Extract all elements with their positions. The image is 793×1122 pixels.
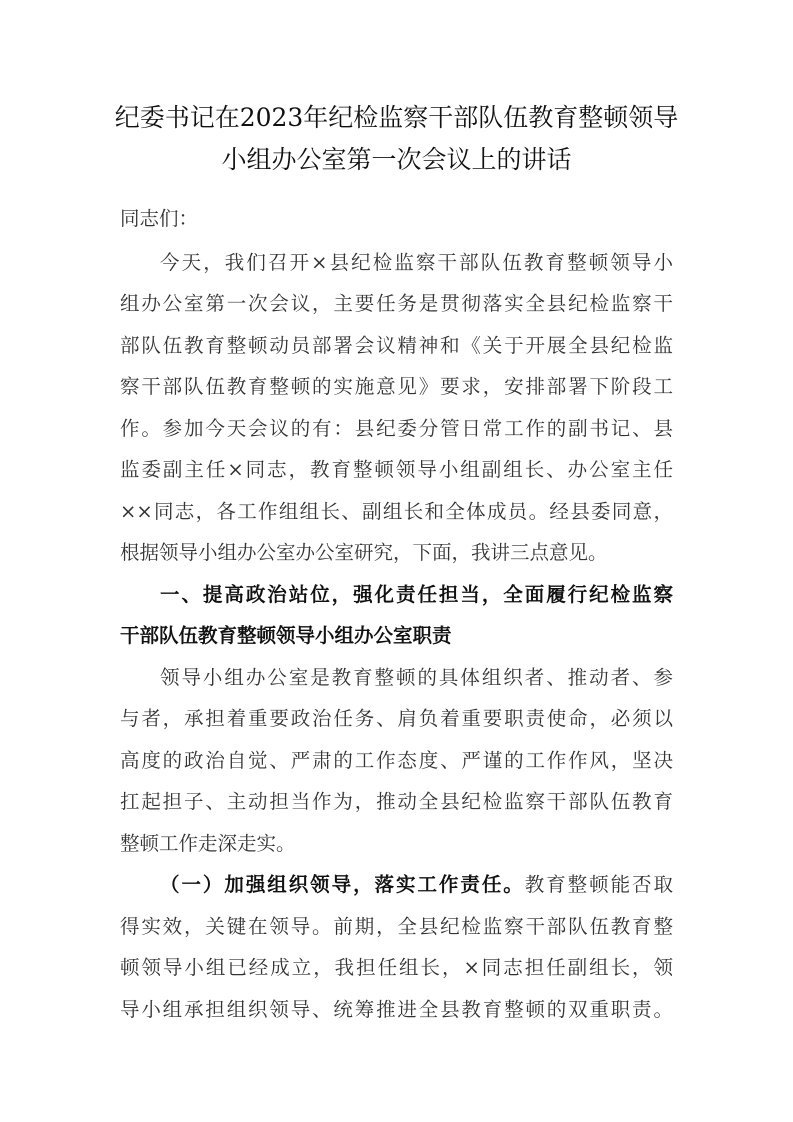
paragraph-line: 顿领导小组已经成立，我担任组长，×同志担任副组长，领: [120, 956, 673, 979]
paragraph-text: 教育整顿能否取: [524, 873, 673, 896]
paragraph-line: 扛起担子、主动担当作为，推动全县纪检监察干部队伍教育: [120, 790, 673, 813]
paragraph-line: 与者，承担着重要政治任务、肩负着重要职责使命，必须以: [120, 707, 673, 730]
document-title-line-2: 小组办公室第一次会议上的讲话: [221, 145, 572, 174]
paragraph-line: 高度的政治自觉、严肃的工作态度、严谨的工作作风，坚决: [120, 749, 673, 772]
paragraph-line: 整顿工作走深走实。: [120, 832, 296, 855]
salutation: 同志们：: [120, 207, 199, 230]
subsection-heading: （一）加强组织领导，落实工作责任。: [160, 873, 525, 896]
paragraph-line: 今天，我们召开×县纪检监察干部队伍教育整顿领导小: [160, 251, 673, 274]
section-heading: 干部队伍教育整顿领导小组办公室职责: [120, 624, 452, 647]
paragraph-line: 组办公室第一次会议，主要任务是贯彻落实全县纪检监察干: [120, 292, 673, 315]
subsection-paragraph-first-line: [160, 864, 673, 905]
paragraph-line: 察干部队伍教育整顿的实施意见》要求，安排部署下阶段工: [120, 375, 673, 398]
paragraph-line: 监委副主任×同志，教育整顿领导小组副组长、办公室主任: [120, 458, 673, 481]
paragraph-line: 得实效，关键在领导。前期，全县纪检监察干部队伍教育整: [120, 915, 673, 938]
paragraph-line: 部队伍教育整顿动员部署会议精神和《关于开展全县纪检监: [120, 334, 673, 357]
document-title-line-1: 纪委书记在2023年纪检监察干部队伍教育整顿领导: [114, 103, 679, 132]
paragraph-line: 导小组承担组织领导、统筹推进全县教育整顿的双重职责。: [120, 998, 673, 1021]
paragraph-line: ××同志，各工作组组长、副组长和全体成员。经县委同意，: [120, 500, 673, 523]
section-heading: 一、提高政治站位，强化责任担当，全面履行纪检监察: [160, 583, 673, 606]
paragraph-line: 领导小组办公室是教育整顿的具体组织者、推动者、参: [160, 666, 673, 689]
paragraph-line: 根据领导小组办公室办公室研究，下面，我讲三点意见。: [120, 541, 608, 564]
paragraph-line: 作。参加今天会议的有：县纪委分管日常工作的副书记、县: [120, 417, 673, 440]
